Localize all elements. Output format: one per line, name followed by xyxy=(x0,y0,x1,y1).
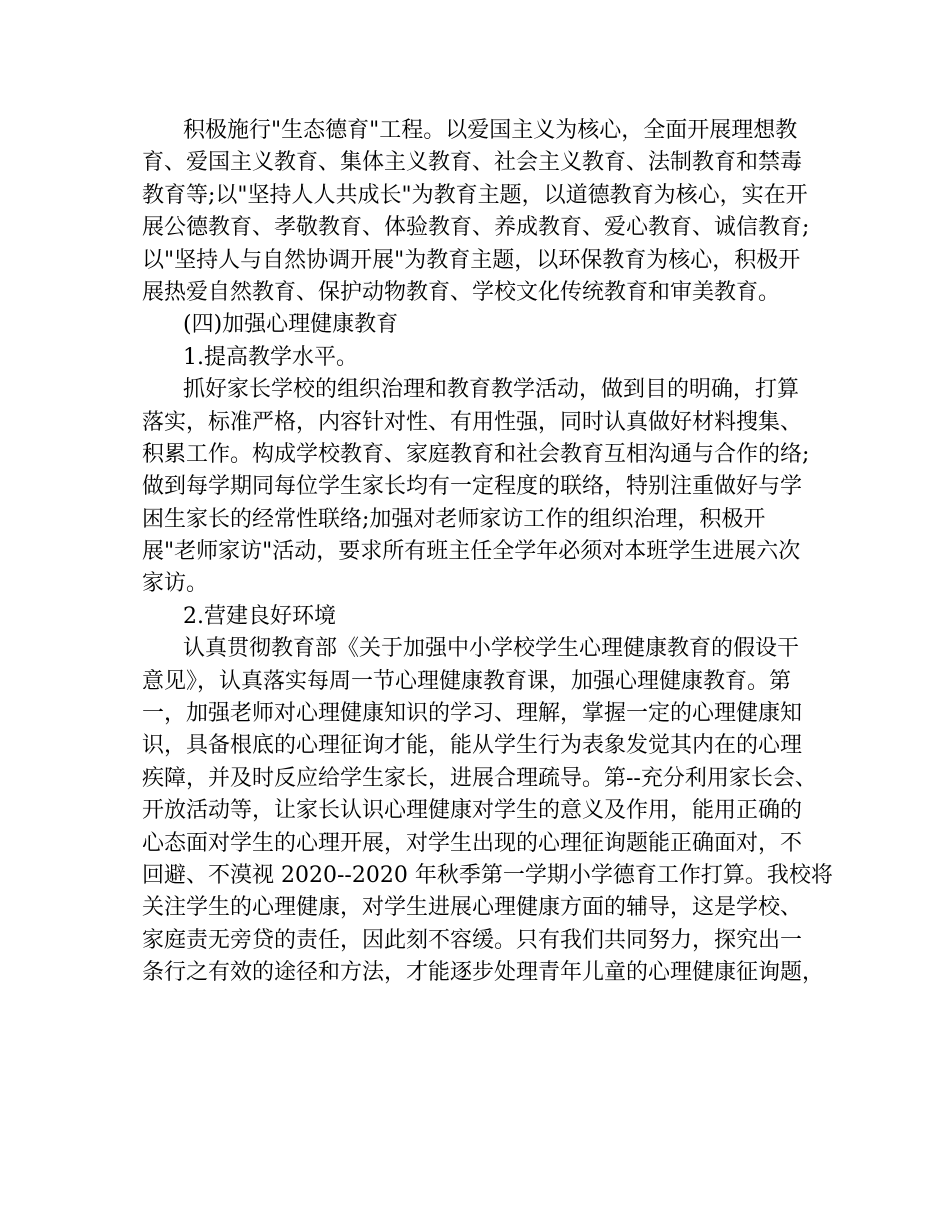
text-line: 积累工作。构成学校教育、家庭教育和社会教育互相沟通与合作的络; xyxy=(142,441,810,467)
text-line: 展公德教育、孝敬教育、体验教育、养成教育、爱心教育、诚信教育; xyxy=(142,215,810,241)
subsection-heading: 1.提高教学水平。 xyxy=(183,344,358,370)
text-line: 认真贯彻教育部《关于加强中小学校学生心理健康教育的假设干 xyxy=(183,636,800,662)
text-line: 心态面对学生的心理开展，对学生出现的心理征询题能正确面对，不 xyxy=(142,830,803,856)
text-line: 积极施行"生态德育"工程。以爱国主义为核心，全面开展理想教 xyxy=(183,118,798,143)
section-heading: (四)加强心理健康教育 xyxy=(183,312,399,338)
text-line: 落实，标准严格，内容针对性、有用性强，同时认真做好材料搜集、 xyxy=(142,409,803,435)
text-line: 家庭责无旁贷的责任，因此刻不容缓。只有我们共同努力，探究出一 xyxy=(142,927,803,953)
text-line: 做到每学期同每位学生家长均有一定程度的联络，特别注重做好与学 xyxy=(142,474,803,500)
text-line: 开放活动等，让家长认识心理健康对学生的意义及作用，能用正确的 xyxy=(142,798,803,824)
text-line: 育、爱国主义教育、集体主义教育、社会主义教育、法制教育和禁毒 xyxy=(142,150,803,176)
paragraph-ecological-moral-education xyxy=(142,113,822,307)
text-line: 回避、不漠视 2020--2020 年秋季第一学期小学德育工作打算。我校将 xyxy=(142,862,833,888)
paragraph-parent-school xyxy=(142,372,822,599)
text-line: 识，具备根底的心理征询才能，能从学生行为表象发觉其内在的心理 xyxy=(142,733,803,759)
text-line: 抓好家长学校的组织治理和教育教学活动，做到目的明确，打算 xyxy=(183,377,800,403)
text-line: 关注学生的心理健康，对学生进展心理健康方面的辅导，这是学校、 xyxy=(142,895,803,921)
text-line: 展"老师家访"活动，要求所有班主任全学年必须对本班学生进展六次 xyxy=(142,539,801,565)
text-line: 一，加强老师对心理健康知识的学习、理解，掌握一定的心理健康知 xyxy=(142,701,803,727)
text-line: 意见》，认真落实每周一节心理健康教育课，加强心理健康教育。第 xyxy=(142,668,792,694)
text-line: 展热爱自然教育、保护动物教育、学校文化传统教育和审美教育。 xyxy=(142,279,781,305)
text-line: 家访。 xyxy=(142,571,209,597)
text-line: 条行之有效的途径和方法，才能逐步处理青年儿童的心理健康征询题， xyxy=(142,960,825,986)
subsection-heading: 2.营建良好环境 xyxy=(183,603,336,629)
document-body xyxy=(142,113,833,988)
text-line: 以"坚持人与自然协调开展"为教育主题，以环保教育为核心，积极开 xyxy=(142,247,801,273)
paragraph-mental-health xyxy=(142,631,833,987)
text-line: 困生家长的经常性联络;加强对老师家访工作的组织治理，积极开 xyxy=(142,506,766,532)
text-line: 疾障，并及时反应给学生家长，进展合理疏导。第--充分利用家长会、 xyxy=(142,765,817,791)
text-line: 教育等;以"坚持人人共成长"为教育主题，以道德教育为核心，实在开 xyxy=(142,182,808,208)
